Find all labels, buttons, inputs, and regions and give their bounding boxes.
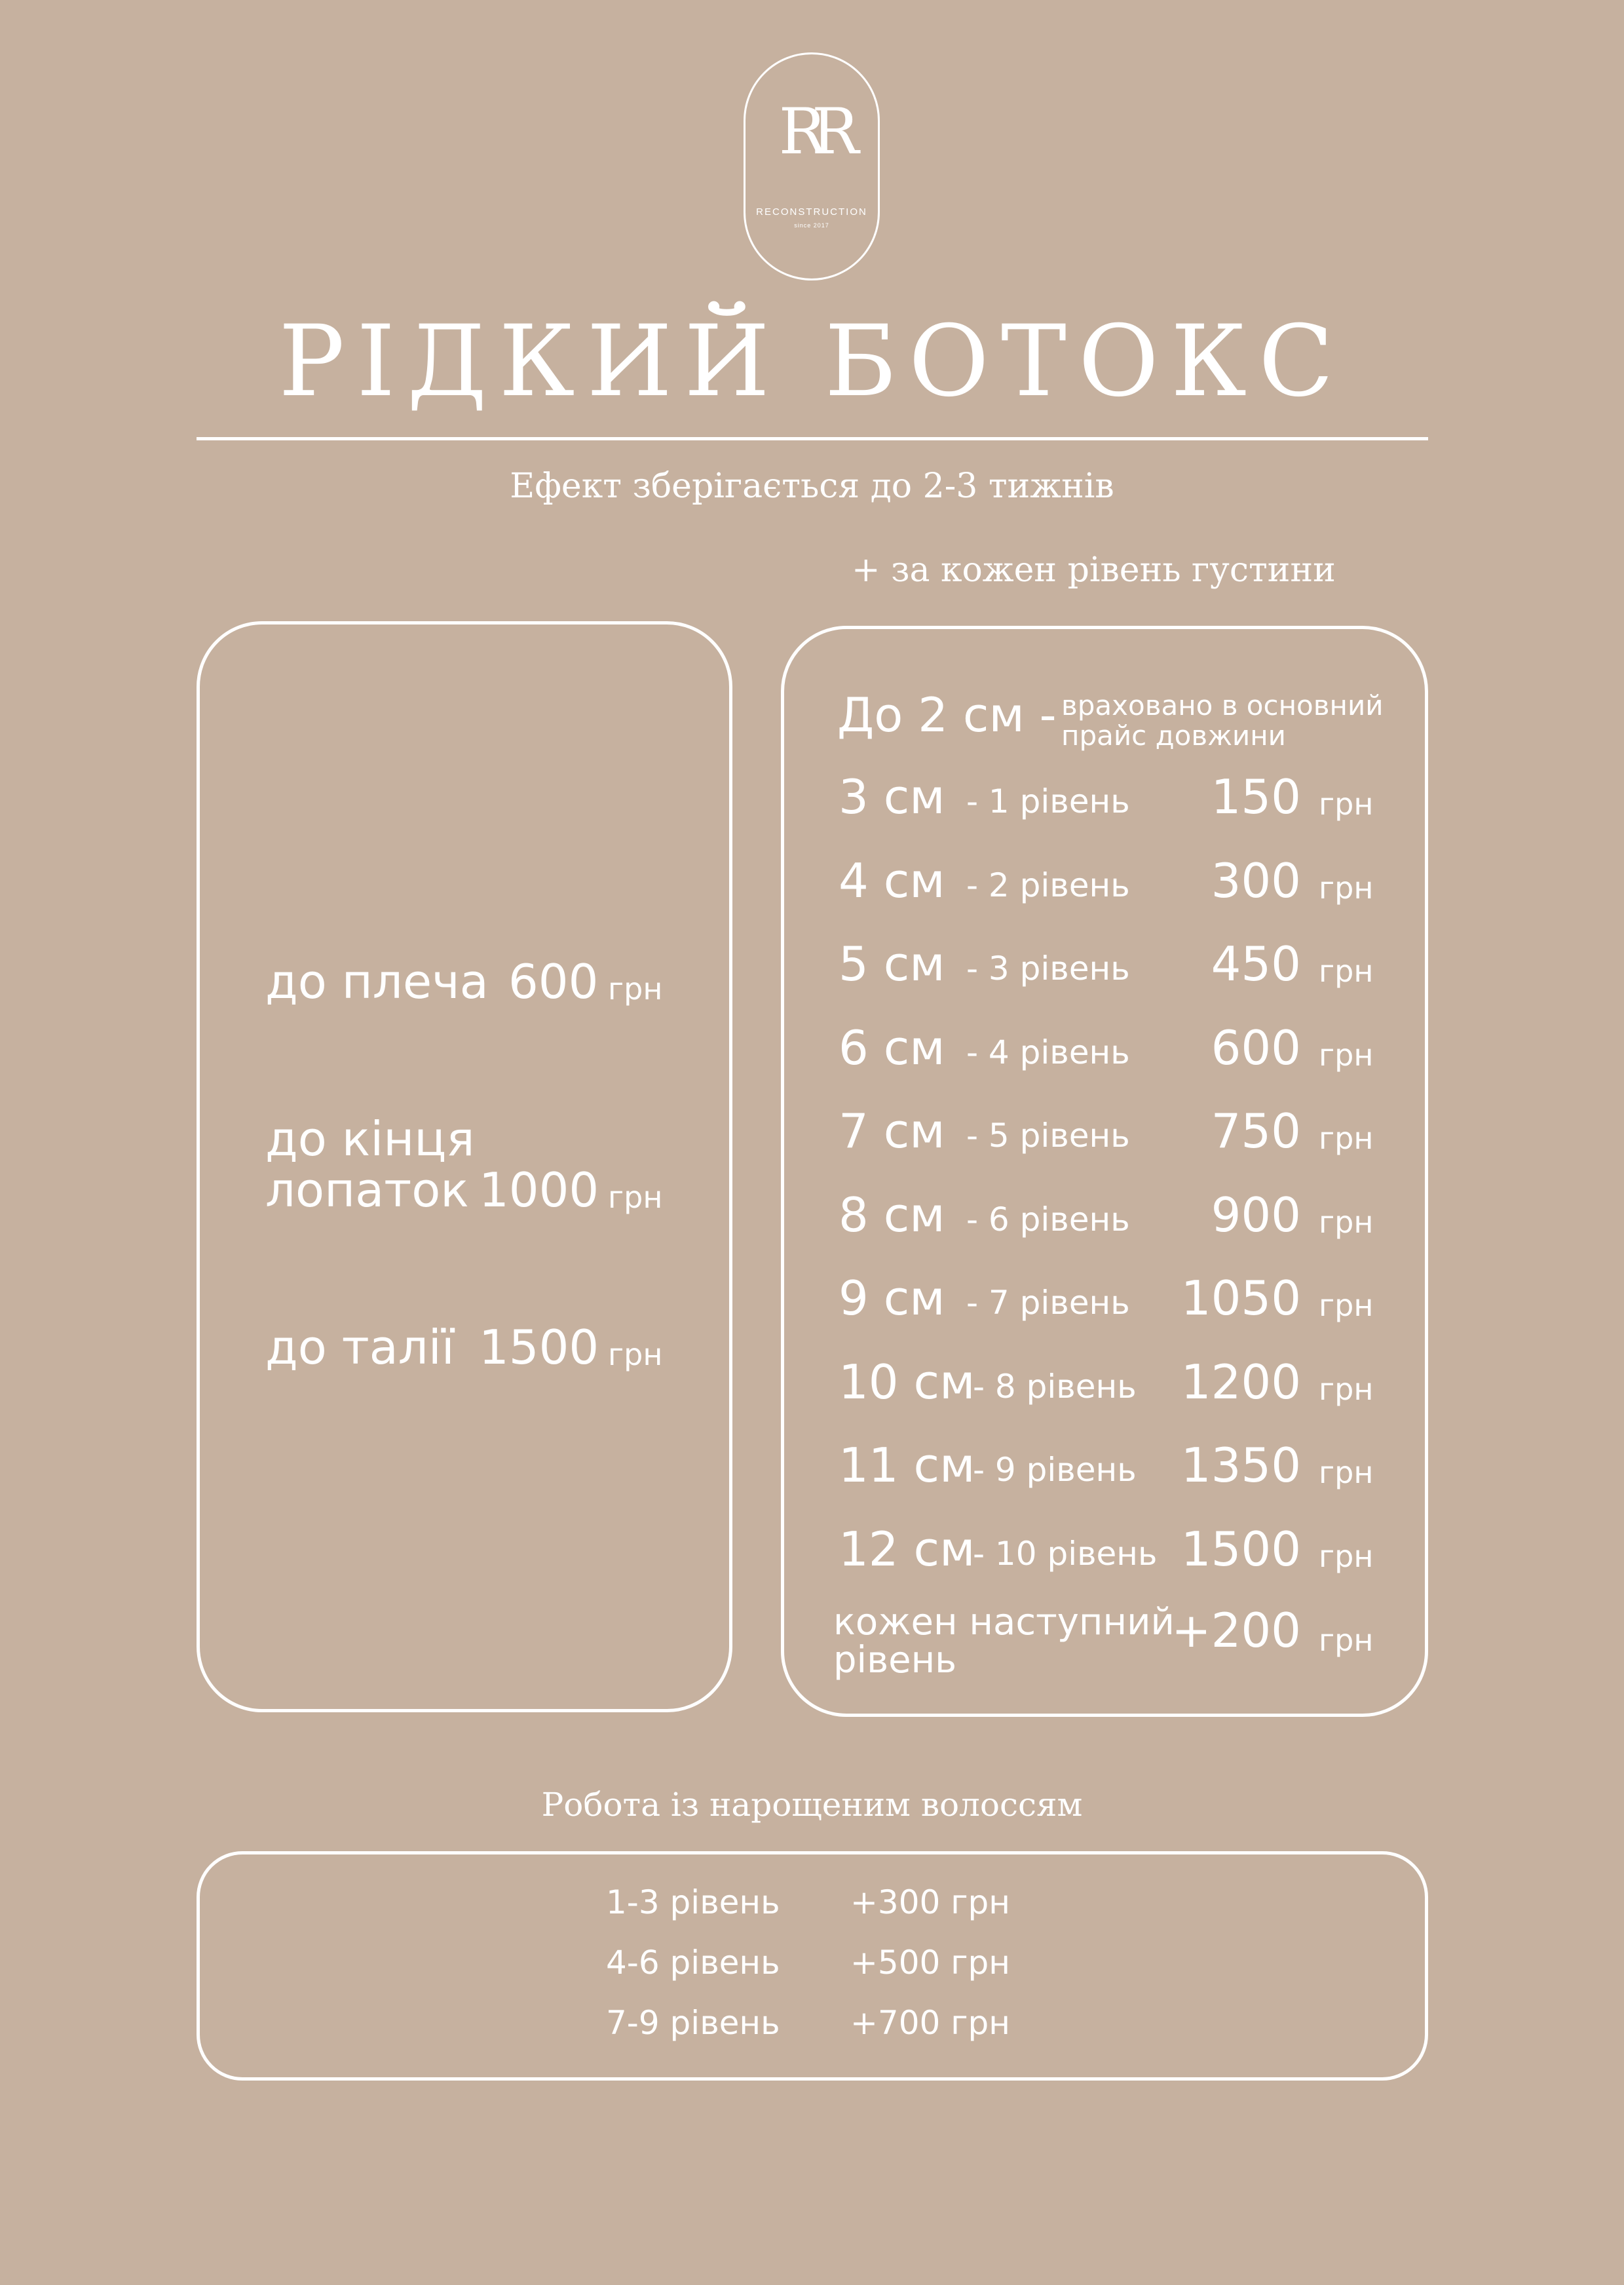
extension-price: +300 грн: [850, 1883, 1010, 1921]
density-header-label: До 2 см -: [837, 687, 1057, 742]
logo-since: since 2017: [794, 222, 829, 229]
length-price-blades: 1000: [479, 1162, 599, 1218]
density-row-level: - 8 рівень: [973, 1368, 1137, 1406]
density-row-level: - 5 рівень: [966, 1117, 1130, 1155]
density-row-unit: грн: [1319, 1121, 1374, 1156]
length-price-shoulder: 600: [508, 954, 599, 1009]
density-row-price: 1200: [1180, 1354, 1301, 1410]
density-row-unit: грн: [1319, 1455, 1374, 1490]
density-row-price: 1050: [1180, 1271, 1301, 1326]
density-row-price: 1500: [1180, 1522, 1301, 1577]
density-row-price: 900: [1211, 1187, 1301, 1242]
density-row-cm: 3 см: [839, 769, 945, 824]
density-footer-label-2: рівень: [833, 1639, 957, 1681]
density-header-note-2: прайс довжини: [1061, 720, 1286, 752]
length-label-blades-1: до кінця: [265, 1111, 475, 1166]
extension-price: +700 грн: [850, 2004, 1010, 2042]
extensions-card: [197, 1851, 1428, 2081]
density-row-unit: грн: [1319, 1372, 1374, 1407]
density-row-level: - 2 рівень: [966, 866, 1130, 904]
density-row-cm: 6 см: [839, 1020, 945, 1075]
density-row-cm: 11 см: [839, 1438, 975, 1493]
density-footer-price: +200: [1171, 1603, 1301, 1658]
logo-brand: RECONSTRUCTION: [756, 206, 867, 218]
density-footer-unit: грн: [1319, 1623, 1374, 1658]
density-row-cm: 9 см: [839, 1271, 945, 1326]
title-divider: [197, 437, 1428, 440]
density-row-unit: грн: [1319, 953, 1374, 989]
density-row-level: - 9 рівень: [973, 1451, 1137, 1489]
extension-level: 1-3 рівень: [606, 1883, 780, 1921]
density-row-level: - 3 рівень: [966, 950, 1130, 988]
density-row-cm: 4 см: [839, 853, 945, 908]
density-row-level: - 7 рівень: [966, 1284, 1130, 1322]
page-subtitle: Ефект зберігається до 2-3 тижнів: [510, 467, 1114, 506]
density-row-price: 300: [1211, 853, 1301, 908]
density-row-price: 600: [1211, 1020, 1301, 1075]
density-row-price: 450: [1211, 936, 1301, 991]
extensions-title: Робота із нарощеним волоссям: [541, 1786, 1083, 1824]
length-price-waist: 1500: [479, 1320, 599, 1375]
length-label-blades-2: лопаток: [265, 1162, 469, 1218]
density-note: + за кожен рівень густини: [852, 550, 1336, 590]
logo-mark: RR: [778, 95, 845, 168]
length-label-waist: до талії: [265, 1320, 455, 1375]
density-row-price: 150: [1211, 769, 1301, 824]
density-row-level: - 6 рівень: [966, 1200, 1130, 1239]
density-row-level: - 1 рівень: [966, 782, 1130, 820]
extension-level: 4-6 рівень: [606, 1944, 780, 1982]
density-row-unit: грн: [1319, 870, 1374, 906]
length-unit-blades: грн: [608, 1180, 663, 1215]
density-row-cm: 10 см: [839, 1354, 975, 1410]
density-row-price: 1350: [1180, 1438, 1301, 1493]
density-row-level: - 10 рівень: [973, 1535, 1158, 1573]
density-row-price: 750: [1211, 1104, 1301, 1159]
page-title: РІДКИЙ БОТОКС: [278, 305, 1346, 419]
density-footer-label-1: кожен наступний: [833, 1601, 1175, 1643]
density-row-unit: грн: [1319, 1539, 1374, 1574]
density-row-cm: 12 см: [839, 1522, 975, 1577]
extension-level: 7-9 рівень: [606, 2004, 780, 2042]
density-row-cm: 5 см: [839, 936, 945, 991]
density-row-level: - 4 рівень: [966, 1033, 1130, 1071]
density-row-unit: грн: [1319, 1204, 1374, 1240]
density-row-cm: 7 см: [839, 1104, 945, 1159]
density-row-unit: грн: [1319, 1037, 1374, 1073]
density-header-note-1: враховано в основний: [1061, 689, 1384, 721]
extension-price: +500 грн: [850, 1944, 1010, 1982]
density-row-unit: грн: [1319, 1288, 1374, 1323]
logo: [744, 52, 880, 280]
density-row-cm: 8 см: [839, 1187, 945, 1242]
length-unit-waist: грн: [608, 1337, 663, 1372]
density-row-unit: грн: [1319, 786, 1374, 822]
length-unit-shoulder: грн: [608, 971, 663, 1007]
length-label-shoulder: до плеча: [265, 954, 489, 1009]
